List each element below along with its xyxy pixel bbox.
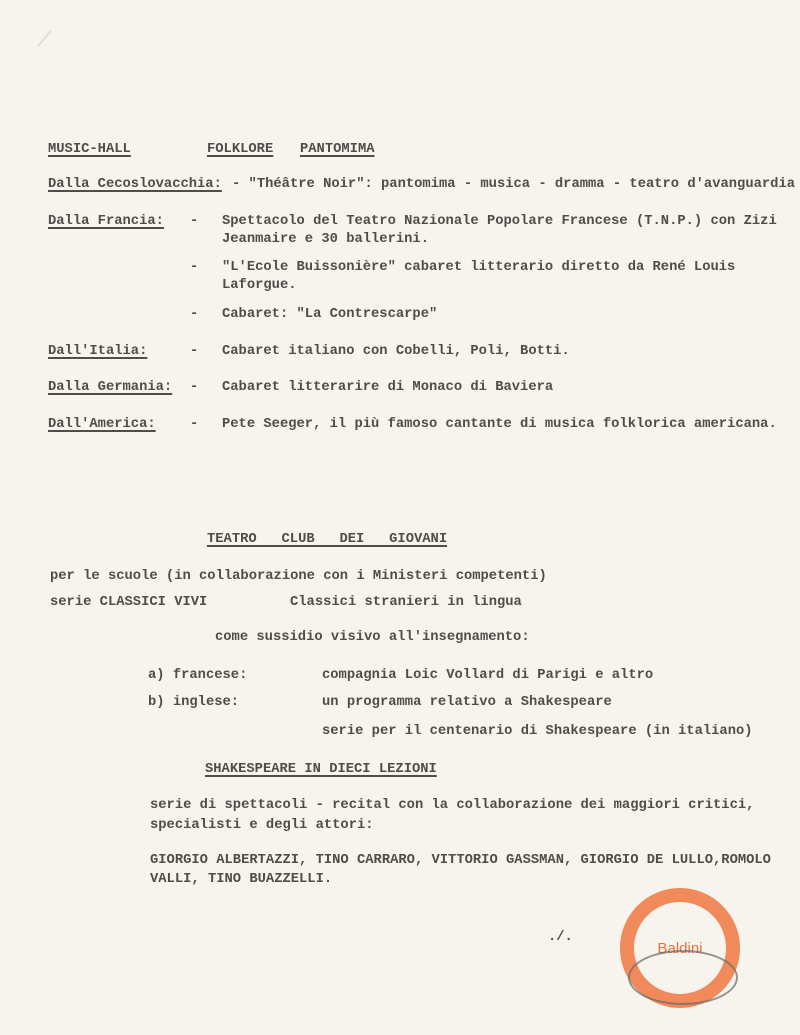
header-music-hall: MUSIC-HALL: [48, 142, 131, 157]
text-cecoslovacchia: - "Théâtre Noir": pantomima - musica - dramma - teatro d'avanguardia: [232, 177, 796, 192]
text-francese: compagnia Loic Vollard di Parigi e altro: [322, 668, 654, 683]
dash: -: [190, 307, 199, 322]
dash: -: [190, 260, 199, 275]
label-inglese: b) inglese:: [148, 695, 240, 710]
dash: -: [190, 417, 199, 432]
text-recital-2: specialisti e degli attori:: [150, 818, 374, 833]
label-america: Dall'America:: [48, 417, 156, 432]
dash: -: [190, 214, 199, 229]
text-serie-label: serie CLASSICI VIVI: [50, 595, 208, 610]
text-inglese-2: serie per il centenario di Shakespeare (in italiano): [322, 724, 753, 739]
text-inglese-1: un programma relativo a Shakespeare: [322, 695, 612, 710]
francia-item-3-line-1: Cabaret: "La Contrescarpe": [222, 307, 438, 322]
label-italia: Dall'Italia:: [48, 344, 148, 359]
header-folclore: FOLKLORE: [207, 142, 274, 157]
header-pantomima: PANTOMIMA: [300, 142, 375, 157]
label-germania: Dalla Germania:: [48, 380, 173, 395]
francia-item-2-line-1: "L'Ecole Buissonière" cabaret litterario diretto da René Louis: [222, 260, 736, 275]
francia-item-1-line-2: Jeanmaire e 30 ballerini.: [222, 232, 429, 247]
text-scuole: per le scuole (in collaborazione con i Ministeri competenti): [50, 569, 547, 584]
text-america: Pete Seeger, il più famoso cantante di musica folklorica americana.: [222, 417, 777, 432]
continuation-mark: ./.: [548, 930, 573, 945]
dash: -: [190, 344, 199, 359]
oval-ink-stamp: [628, 950, 738, 1005]
francia-item-2-line-2: Laforgue.: [222, 278, 297, 293]
stamp-label: Baldini: [657, 940, 703, 957]
label-francese: a) francese:: [148, 668, 248, 683]
dash: -: [190, 380, 199, 395]
text-italia: Cabaret italiano con Cobelli, Poli, Botti.: [222, 344, 570, 359]
section-title-shakespeare: SHAKESPEARE IN DIECI LEZIONI: [205, 762, 437, 777]
text-sussidio: come sussidio visivo all'insegnamento:: [215, 630, 530, 645]
paper-crease: [37, 30, 74, 66]
text-names-1: GIORGIO ALBERTAZZI, TINO CARRARO, VITTORIO GASSMAN, GIORGIO DE LULLO,ROMOLO: [150, 853, 771, 868]
section-title-teatro-club: TEATRO CLUB DEI GIOVANI: [207, 532, 448, 547]
text-names-2: VALLI, TINO BUAZZELLI.: [150, 872, 333, 887]
text-recital-1: serie di spettacoli - recital con la collaborazione dei maggiori critici,: [150, 798, 755, 813]
label-cecoslovacchia: Dalla Cecoslovacchia:: [48, 177, 222, 192]
label-francia: Dalla Francia:: [48, 214, 164, 229]
text-serie-classici: Classici stranieri in lingua: [290, 595, 522, 610]
text-germania: Cabaret litterarire di Monaco di Baviera: [222, 380, 554, 395]
francia-item-1-line-1: Spettacolo del Teatro Nazionale Popolare Francese (T.N.P.) con Zizi: [222, 214, 777, 229]
